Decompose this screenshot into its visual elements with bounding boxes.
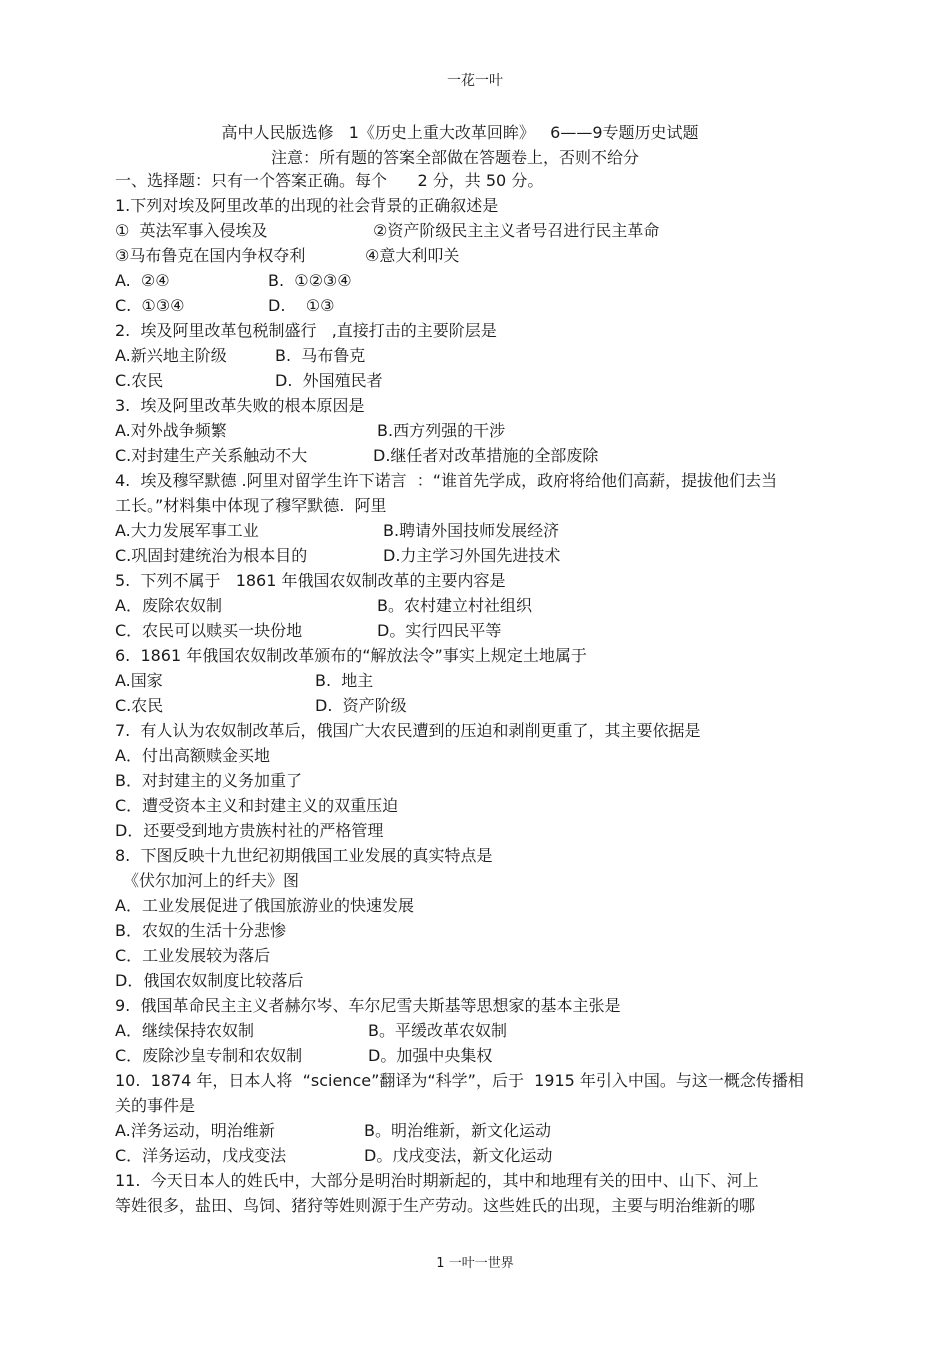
statement-1: ① 英法军事入侵埃及	[115, 221, 268, 240]
statement-4: ④意大利叩关	[365, 246, 460, 265]
question-6-stem: 6. 1861 年俄国农奴制改革颁布的“解放法令”事实上规定土地属于	[115, 646, 587, 665]
option-a: A. ②④	[115, 271, 170, 290]
question-11-stem-continued: 等姓很多，盐田、鸟饲、猪狩等姓则源于生产劳动。这些姓氏的出现，主要与明治维新的哪	[115, 1196, 756, 1215]
option-b: B. 地主	[315, 671, 374, 690]
statement-3: ③马布鲁克在国内争权夺利	[115, 246, 306, 265]
option-c: C．农民可以赎买一块份地	[115, 621, 303, 640]
question-3-options-row	[115, 443, 865, 468]
figure-caption: 《伏尔加河上的纤夫》图	[123, 871, 300, 890]
question-1-statements-row	[115, 218, 865, 243]
option-a: A.对外战争频繁	[115, 421, 227, 440]
question-5-options-row	[115, 593, 865, 618]
statement-2: ②资产阶级民主主义者号召进行民主革命	[373, 221, 660, 240]
option-c: C．工业发展较为落后	[115, 946, 271, 965]
option-d: D．还要受到地方贵族村社的严格管理	[115, 821, 384, 840]
question-10-stem-continued: 关的事件是	[115, 1096, 196, 1115]
option-d: D．俄国农奴制度比较落后	[115, 971, 304, 990]
question-5-options-row	[115, 618, 865, 643]
option-b: B。平缓改革农奴制	[368, 1021, 507, 1040]
option-b: B。农村建立村社组织	[377, 596, 532, 615]
option-c: C.巩固封建统治为根本目的	[115, 546, 308, 565]
option-a: A．继续保持农奴制	[115, 1021, 254, 1040]
option-a: A.新兴地主阶级	[115, 346, 227, 365]
option-d: D. ①③	[268, 296, 335, 315]
question-1-statements-row	[115, 243, 865, 268]
exam-content	[115, 168, 865, 1218]
question-6-options-row	[115, 668, 865, 693]
question-2-stem: 2. 埃及阿里改革包税制盛行 ,直接打击的主要阶层是	[115, 321, 497, 340]
option-a: A．废除农奴制	[115, 596, 222, 615]
question-9-options-row	[115, 1018, 865, 1043]
question-7-stem: 7. 有人认为农奴制改革后，俄国广大农民遭到的压迫和剥削更重了，其主要依据是	[115, 721, 701, 740]
option-a: A.洋务运动，明治维新	[115, 1121, 275, 1140]
option-d: D.力主学习外国先进技术	[383, 546, 561, 565]
option-a: A．工业发展促进了俄国旅游业的快速发展	[115, 896, 414, 915]
option-b: B. 马布鲁克	[275, 346, 366, 365]
option-b: B.聘请外国技师发展经济	[383, 521, 560, 540]
question-9-options-row	[115, 1043, 865, 1068]
question-2-options-row	[115, 343, 865, 368]
option-d: D. 资产阶级	[315, 696, 407, 715]
option-d: D。实行四民平等	[377, 621, 502, 640]
question-3-options-row	[115, 418, 865, 443]
question-4-options-row	[115, 543, 865, 568]
question-2-options-row	[115, 368, 865, 393]
option-a: A．付出高额赎金买地	[115, 746, 270, 765]
question-4-options-row	[115, 518, 865, 543]
option-a: A.国家	[115, 671, 163, 690]
question-11-stem: 11. 今天日本人的姓氏中，大部分是明治时期新起的，其中和地理有关的田中、山下、河上	[115, 1171, 759, 1190]
section-heading: 一、选择题：只有一个答案正确。每个 2 分，共 50 分。	[115, 171, 544, 190]
option-a: A.大力发展军事工业	[115, 521, 259, 540]
option-c: C．洋务运动，戊戌变法	[115, 1146, 287, 1165]
option-b: B．农奴的生活十分悲惨	[115, 921, 286, 940]
option-b: B. ①②③④	[268, 271, 352, 290]
question-1-stem: 1.下列对埃及阿里改革的出现的社会背景的正确叙述是	[115, 196, 499, 215]
option-d: D。戊戌变法，新文化运动	[364, 1146, 553, 1165]
question-9-stem: 9. 俄国革命民主主义者赫尔岑、车尔尼雪夫斯基等思想家的基本主张是	[115, 996, 621, 1015]
question-4-stem: 4. 埃及穆罕默德 .阿里对留学生许下诺言 ：“谁首先学成，政府将给他们高薪，提拔他们去当	[115, 471, 778, 490]
option-d: D.继任者对改革措施的全部废除	[373, 446, 599, 465]
question-8-stem: 8. 下图反映十九世纪初期俄国工业发展的真实特点是	[115, 846, 493, 865]
question-5-stem: 5. 下列不属于 1861 年俄国农奴制改革的主要内容是	[115, 571, 506, 590]
option-c: C．废除沙皇专制和农奴制	[115, 1046, 303, 1065]
option-c: C．遭受资本主义和封建主义的双重压迫	[115, 796, 399, 815]
option-c: C.农民	[115, 371, 164, 390]
question-10-options-row	[115, 1118, 865, 1143]
question-6-options-row	[115, 693, 865, 718]
question-10-stem: 10. 1874 年，日本人将 “science”翻译为“科学”，后于 1915 年引入中国。与这一概念传播相	[115, 1071, 804, 1090]
option-b: B。明治维新，新文化运动	[364, 1121, 551, 1140]
option-b: B.西方列强的干涉	[377, 421, 506, 440]
question-4-stem-continued: 工长。”材料集中体现了穆罕默德. 阿里	[115, 496, 387, 515]
option-c: C.农民	[115, 696, 164, 715]
question-1-options-row	[115, 268, 865, 293]
question-3-stem: 3. 埃及阿里改革失败的根本原因是	[115, 396, 365, 415]
option-b: B．对封建主的义务加重了	[115, 771, 302, 790]
option-d: D。加强中央集权	[368, 1046, 493, 1065]
page-footer: 1 一叶一世界	[436, 1256, 514, 1271]
option-d: D. 外国殖民者	[275, 371, 383, 390]
question-10-options-row	[115, 1143, 865, 1168]
exam-notice: 注意：所有题的答案全部做在答题卷上，否则不给分	[270, 148, 639, 167]
option-c: C. ①③④	[115, 296, 185, 315]
option-c: C.对封建生产关系触动不大	[115, 446, 308, 465]
page-header: 一花一叶	[447, 73, 503, 89]
page-title: 高中人民版选修 1《历史上重大改革回眸》 6——9专题历史试题	[221, 123, 699, 142]
question-1-options-row	[115, 293, 865, 318]
